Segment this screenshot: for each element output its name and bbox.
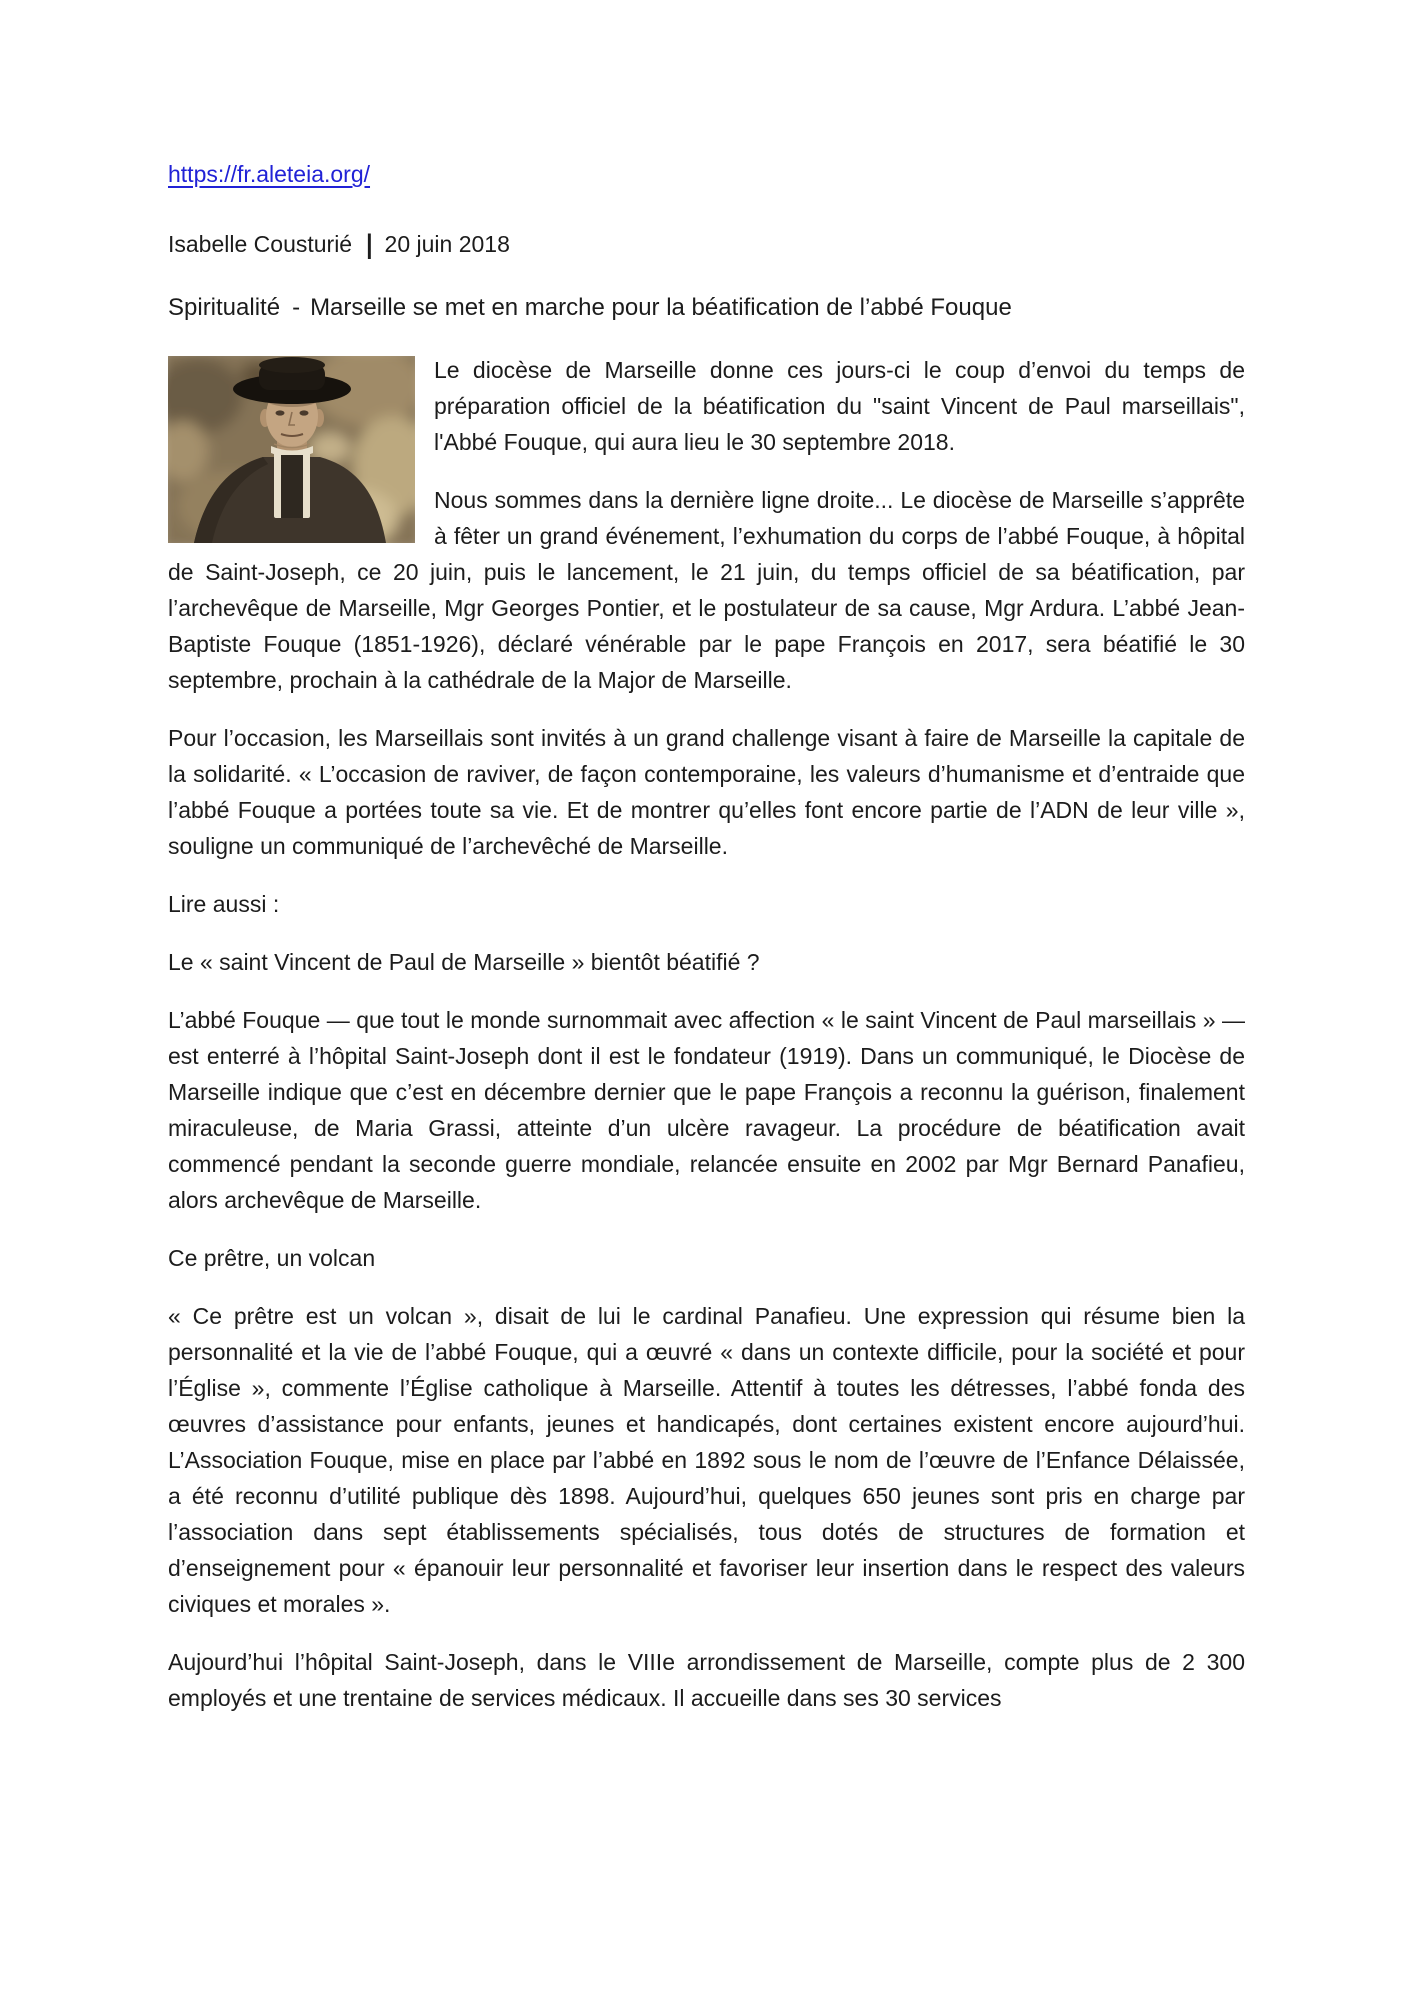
- lead-paragraph: Le diocèse de Marseille donne ces jours-ci le coup d’envoi du temps de préparation officiel de la béatification du "saint Vincent de Paul marseillais", l'Abbé Fouque, qui aura lieu le 30 septembre 2018.: [434, 357, 1245, 455]
- related-article-title: Le « saint Vincent de Paul de Marseille » bientôt béatifié ?: [168, 949, 760, 975]
- priest-portrait-illustration: [168, 356, 415, 543]
- article-body: [168, 352, 1245, 1716]
- paragraph-challenge: Pour l’occasion, les Marseillais sont invités à un grand challenge visant à faire de Marseille la capitale de la solidarité. « L’occasion de raviver, de façon contemporaine, les valeurs d’humanisme et d’entraide que l’abbé Fouque a portées toute sa vie. Et de montrer qu’elles font encore partie de l’ADN de leur ville », souligne un communiqué de l’archevêché de Marseille.: [168, 725, 1245, 859]
- headline-category: Spiritualité: [168, 294, 281, 321]
- byline: [168, 226, 1245, 262]
- read-also-label: Lire aussi :: [168, 891, 280, 917]
- paragraph-biography: L’abbé Fouque — que tout le monde surnommait avec affection « le saint Vincent de Paul marseillais » — est enterré à l’hôpital Saint-Joseph dont il est le fondateur (1919). Dans un communiqué, le Diocèse de Marseille indique que c’est en décembre dernier que le pape François a reconnu la guérison, finalement miraculeuse, de Maria Grassi, atteinte d’un ulcère ravageur. La procédure de béatification avait commencé pendant la seconde guerre mondiale, relancée ensuite en 2002 par Mgr Bernard Panafieu, alors archevêque de Marseille.: [168, 1007, 1245, 1213]
- author-name: Isabelle Cousturié: [168, 231, 353, 257]
- closing-paragraph: Aujourd’hui l’hôpital Saint-Joseph, dans le VIIIe arrondissement de Marseille, compte plus de 2 300 employés et une trentaine de services médicaux. Il accueille dans ses 30 services: [168, 1649, 1245, 1711]
- headline-separator: -: [292, 294, 301, 321]
- paragraph-exhumation: Nous sommes dans la dernière ligne droite... Le diocèse de Marseille s’apprête à fêter un grand événement, l’exhumation du corps de l’abbé Fouque, à hôpital de Saint-Joseph, ce 20 juin, puis le lancement, le 21 juin, du temps officiel de sa béatification, par l’archevêque de Marseille, Mgr Georges Pontier, et le postulateur de sa cause, Mgr Ardura. L’abbé Jean-Baptiste Fouque (1851-1926), déclaré vénérable par le pape François en 2017, sera béatifié le 30 septembre, prochain à la cathédrale de la Major de Marseille.: [168, 487, 1245, 693]
- paragraph-volcan: « Ce prêtre est un volcan », disait de lui le cardinal Panafieu. Une expression qui résume bien la personnalité et la vie de l’abbé Fouque, qui a œuvré « dans un contexte difficile, pour la société et pour l’Église », commente l’Église catholique à Marseille. Attentif à toutes les détresses, l’abbé fonda des œuvres d’assistance pour enfants, jeunes et handicapés, dont certaines existent encore aujourd’hui. L’Association Fouque, mise en place par l’abbé en 1892 sous le nom de l’œuvre de l’Enfance Délaissée, a été reconnu d’utilité publique dès 1898. Aujourd’hui, quelques 650 jeunes sont pris en charge par l’association dans sept établissements spécialisés, tous dotés de structures de formation et d’enseignement pour « épanouir leur personnalité et favoriser leur insertion dans le respect des valeurs civiques et morales ».: [168, 1303, 1245, 1617]
- headline: [168, 290, 1245, 326]
- headline-title: Marseille se met en marche pour la béatification de l’abbé Fouque: [310, 294, 1012, 321]
- publish-date: 20 juin 2018: [384, 231, 510, 257]
- article-photo: [168, 356, 415, 543]
- section-subhead: Ce prêtre, un volcan: [168, 1245, 376, 1271]
- source-url-link[interactable]: https://fr.aleteia.org/: [168, 161, 371, 187]
- source-url-line: [168, 156, 1245, 196]
- byline-separator: |: [366, 229, 373, 259]
